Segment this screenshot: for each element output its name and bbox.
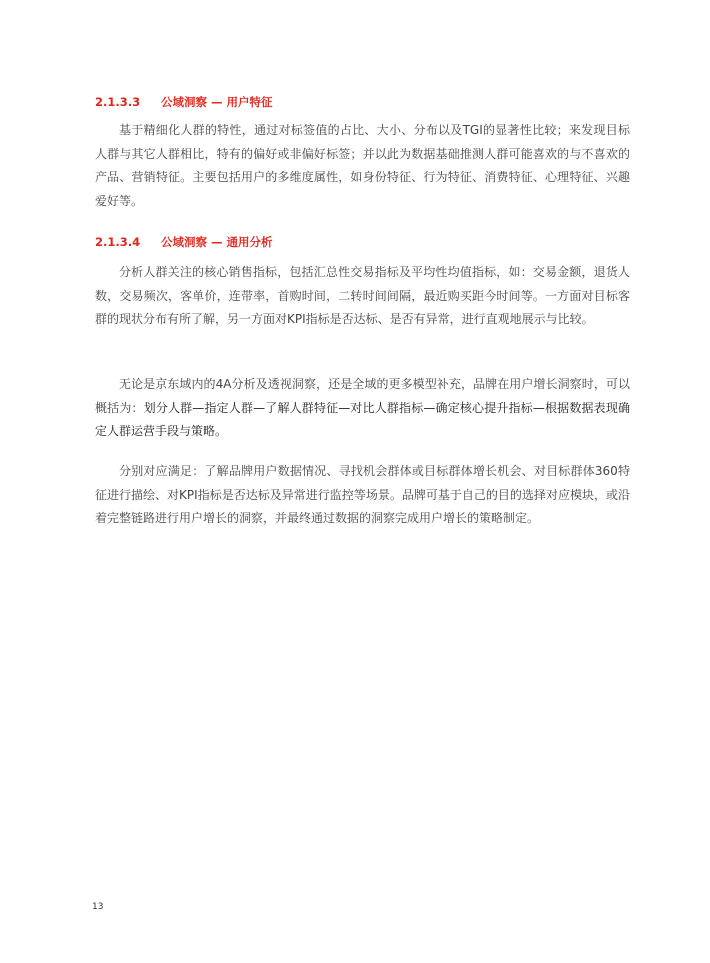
section-number: 2.1.3.4 [95, 235, 141, 249]
section-heading-2-1-3-3 [95, 94, 273, 110]
section-title: 公域洞察 — 通用分析 [161, 235, 273, 249]
summary-chain: 划分人群—指定人群—了解人群特征—对比人群指标—确定核心提升指标—根据数据表现确定人群运营手段与策略。 [95, 400, 630, 438]
section-title: 公域洞察 — 用户特征 [161, 95, 273, 109]
summary-lead: 无论是京东域内的4A分析及透视洞察，还是全域的更多模型补充，品牌在用户增长洞察时，可以概括为： [95, 377, 630, 415]
page-number: 13 [92, 902, 104, 912]
section-paragraph-user-features: 基于精细化人群的特性，通过对标签值的占比、大小、分布以及TGI的显著性比较；来发现目标人群与其它人群相比，特有的偏好或非偏好标签；并以此为数据基础推测人群可能喜欢的与不喜欢的产品、营销特征。主要包括用户的多维度属性，如身份特征、行为特征、消费特征、心理特征、兴趣爱好等。 [95, 123, 630, 208]
summary-paragraph [95, 373, 630, 444]
section-heading-2-1-3-4 [95, 234, 273, 250]
section-number: 2.1.3.3 [95, 95, 141, 109]
section-paragraph-general-analysis: 分析人群关注的核心销售指标，包括汇总性交易指标及平均性均值指标，如：交易金额，退货人数，交易频次，客单价，连带率，首购时间，二转时间间隔，最近购买距今时间等。一方面对目标客群的现状分布有所了解，另一方面对KPI指标是否达标、是否有异常，进行直观地展示与比较。 [95, 265, 630, 326]
closing-paragraph: 分别对应满足：了解品牌用户数据情况、寻找机会群体或目标群体增长机会、对目标群体360特征进行描绘、对KPI指标是否达标及异常进行监控等场景。品牌可基于自己的目的选择对应模块，或沿着完整链路进行用户增长的洞察，并最终通过数据的洞察完成用户增长的策略制定。 [95, 464, 630, 525]
